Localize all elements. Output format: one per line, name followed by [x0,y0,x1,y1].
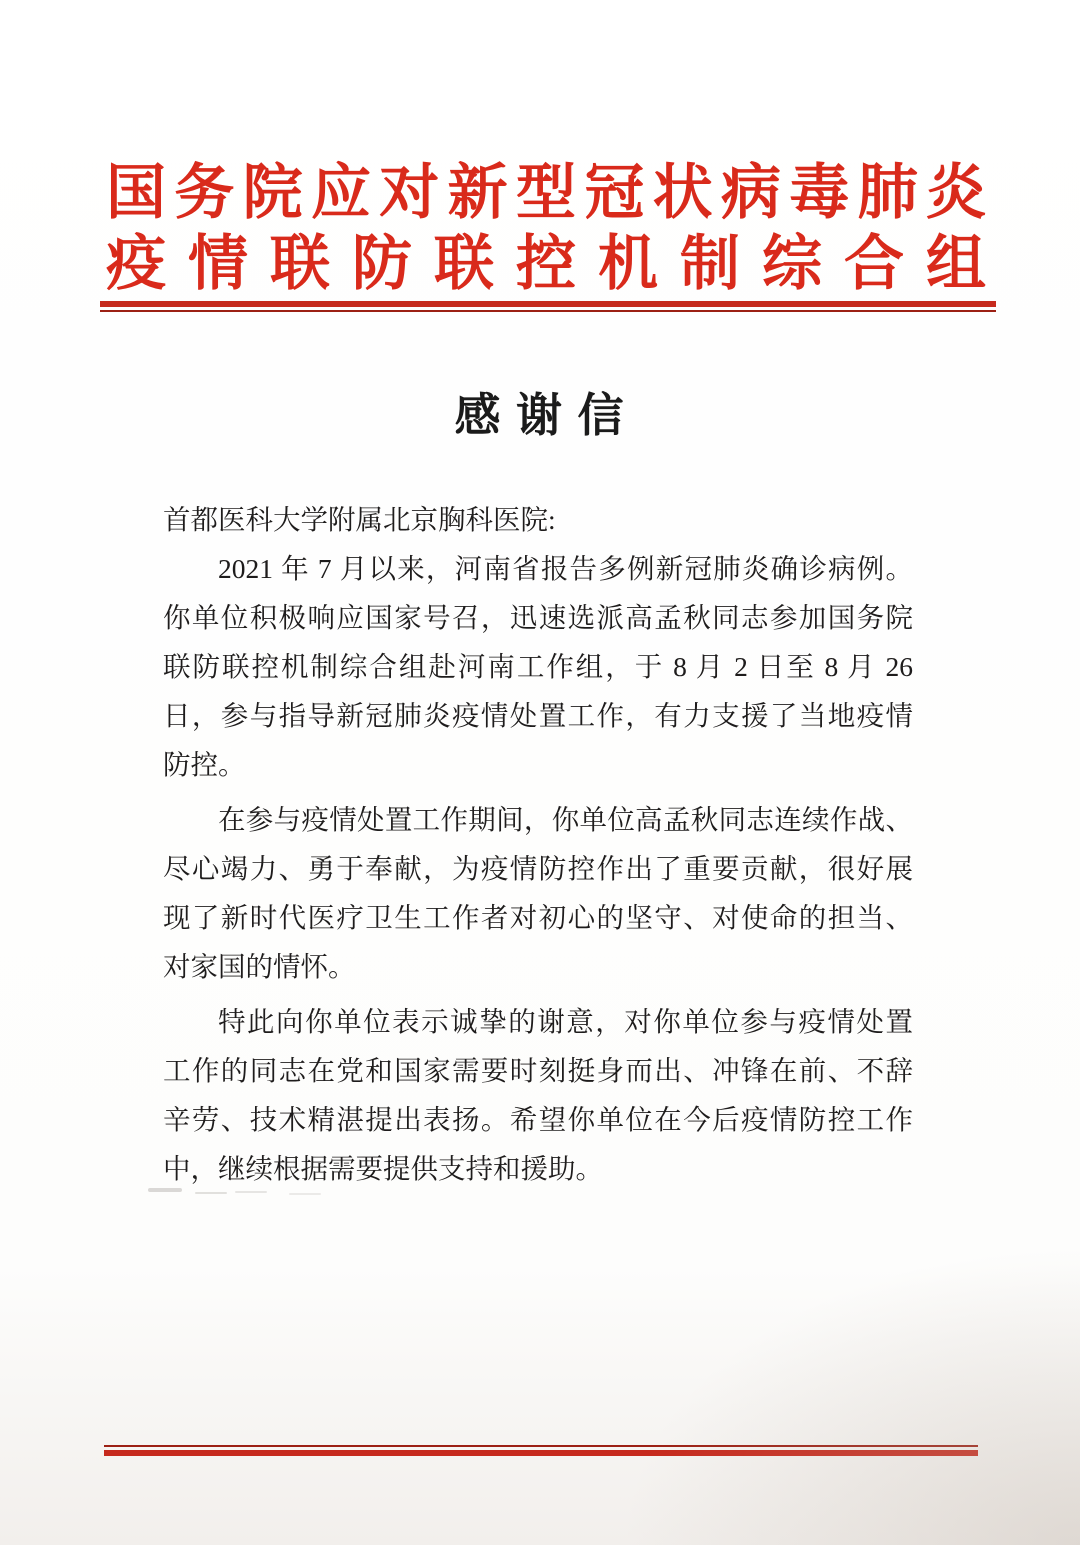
paragraph-1 [163,544,913,789]
body-line: 辛劳、技术精湛提出表扬。希望你单位在今后疫情防控工作 [163,1104,913,1135]
footer-double-rule [104,1445,978,1456]
letter-body [163,495,913,1193]
body-line: 在参与疫情处置工作期间，你单位高孟秋同志连续作战、 [218,804,913,835]
rule-thin-line [104,1445,978,1447]
body-line: 防控。 [163,749,246,780]
body-line: 联防联控机制综合组赴河南工作组，于 8 月 2 日至 8 月 26 [163,651,913,682]
letterhead-line-1: 国务院应对新型冠状病毒肺炎 [106,160,986,226]
body-line: 日，参与指导新冠肺炎疫情处置工作，有力支援了当地疫情 [163,700,913,731]
body-line: 2021 年 7 月以来，河南省报告多例新冠肺炎确诊病例。 [218,553,913,584]
rule-thick-line [100,301,996,307]
body-line: 你单位积极响应国家号召，迅速选派高孟秋同志参加国务院 [163,602,913,633]
rule-thin-line [100,310,996,312]
salutation: 首都医科大学附属北京胸科医院: [163,504,556,535]
body-line: 中，继续根据需要提供支持和援助。 [163,1153,603,1184]
paragraph-3 [163,997,913,1193]
body-line: 工作的同志在党和国家需要时刻挺身而出、冲锋在前、不辞 [163,1055,913,1086]
body-line: 特此向你单位表示诚挚的谢意，对你单位参与疫情处置 [218,1006,913,1037]
letterhead-double-rule [100,301,996,312]
rule-thick-line [104,1450,978,1456]
paragraph-2 [163,795,913,991]
letter-title: 感 谢 信 [454,390,626,441]
body-line: 尽心竭力、勇于奉献，为疫情防控作出了重要贡献，很好展 [163,853,913,884]
paragraphs [163,544,913,1193]
letterhead [106,158,986,300]
body-line: 对家国的情怀。 [163,951,356,982]
letterhead-line-2: 疫情联防联控机制综合组 [106,231,986,297]
body-line: 现了新时代医疗卫生工作者对初心的坚守、对使命的担当、 [163,902,913,933]
